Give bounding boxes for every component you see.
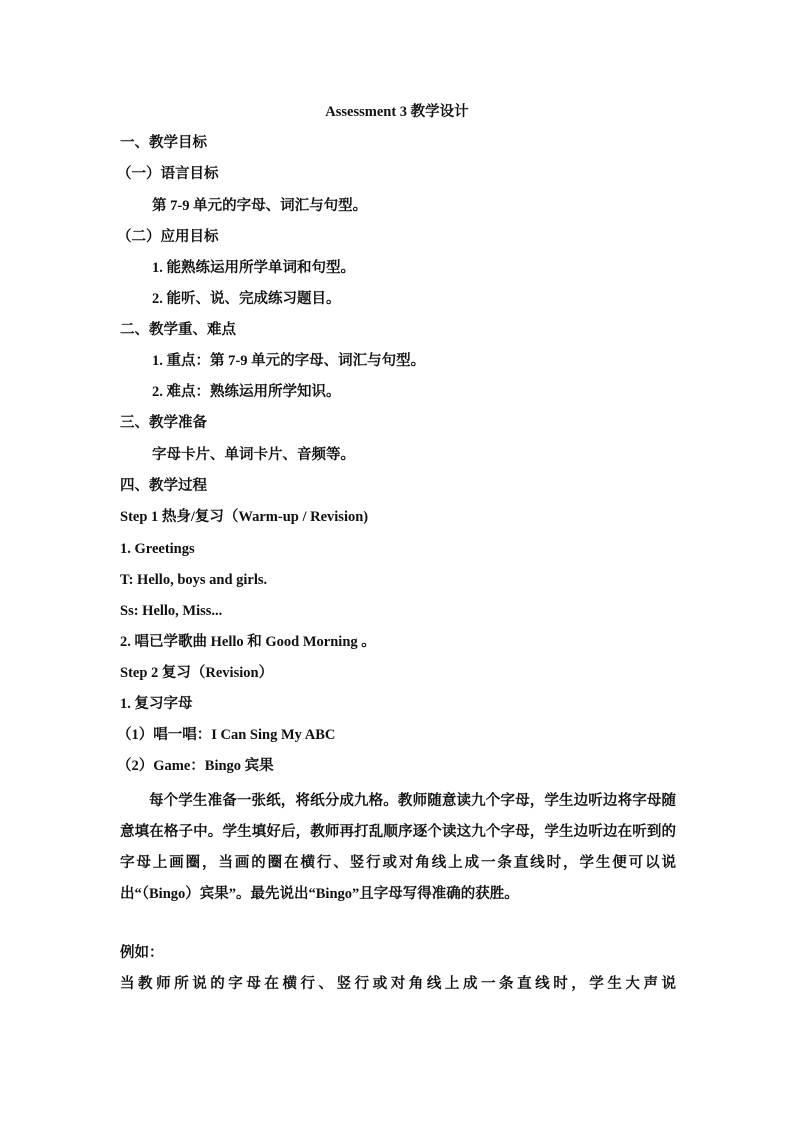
- preparation-text: 字母卡片、单词卡片、音频等。: [152, 447, 355, 463]
- key-point-2: 2. 难点：熟练运用所学知识。: [152, 384, 341, 400]
- section-heading-preparation: 三、教学准备: [120, 415, 207, 431]
- step-1-heading: Step 1 热身/复习（Warm-up / Revision): [120, 509, 369, 525]
- game-description-text: 每个学生准备一张纸，将纸分成九格。教师随意读九个字母，学生边听边将字母随意填在格子中。学生填好后，教师再打乱顺序逐个读这九个字母，学生边听边在听到的字母上画圈，当画的圈在横行、竖行或对角线上成一条直线时，学生便可以说出“（Bingo）宾果”。最先说出“Bingo”且字母写得准确的获胜。: [120, 793, 676, 902]
- step-2-heading: Step 2 复习（Revision）: [120, 665, 274, 681]
- language-goals-text: 第 7-9 单元的字母、词汇与句型。: [152, 198, 368, 214]
- key-point-1: 1. 重点：第 7-9 单元的字母、词汇与句型。: [152, 353, 426, 369]
- step-1-students-line: Ss: Hello, Miss...: [120, 603, 223, 619]
- subheading-language-goals: （一）语言目标: [117, 166, 219, 182]
- application-goal-1: 1. 能熟练运用所学单词和句型。: [152, 260, 355, 276]
- document-title: Assessment 3 教学设计: [325, 104, 469, 120]
- subheading-application-goals: （二）应用目标: [117, 229, 219, 245]
- step-2-item-1: 1. 复习字母: [120, 696, 193, 712]
- step-2-sub-2: （2）Game：Bingo 宾果: [117, 758, 274, 774]
- section-heading-key-points: 二、教学重、难点: [120, 322, 236, 338]
- section-heading-process: 四、教学过程: [120, 478, 207, 494]
- section-heading-goals: 一、教学目标: [120, 135, 207, 151]
- game-description-paragraph: [120, 786, 676, 910]
- step-1-item-1: 1. Greetings: [120, 541, 195, 557]
- step-1-teacher-line: T: Hello, boys and girls.: [120, 572, 268, 588]
- step-1-item-2: 2. 唱已学歌曲 Hello 和 Good Morning 。: [120, 634, 376, 650]
- example-label: 例如：: [120, 945, 164, 961]
- last-line-text: 当教师所说的字母在横行、竖行或对角线上成一条直线时，学生大声说: [120, 976, 676, 992]
- step-2-sub-1: （1）唱一唱：I Can Sing My ABC: [117, 727, 336, 743]
- application-goal-2: 2. 能听、说、完成练习题目。: [152, 291, 341, 307]
